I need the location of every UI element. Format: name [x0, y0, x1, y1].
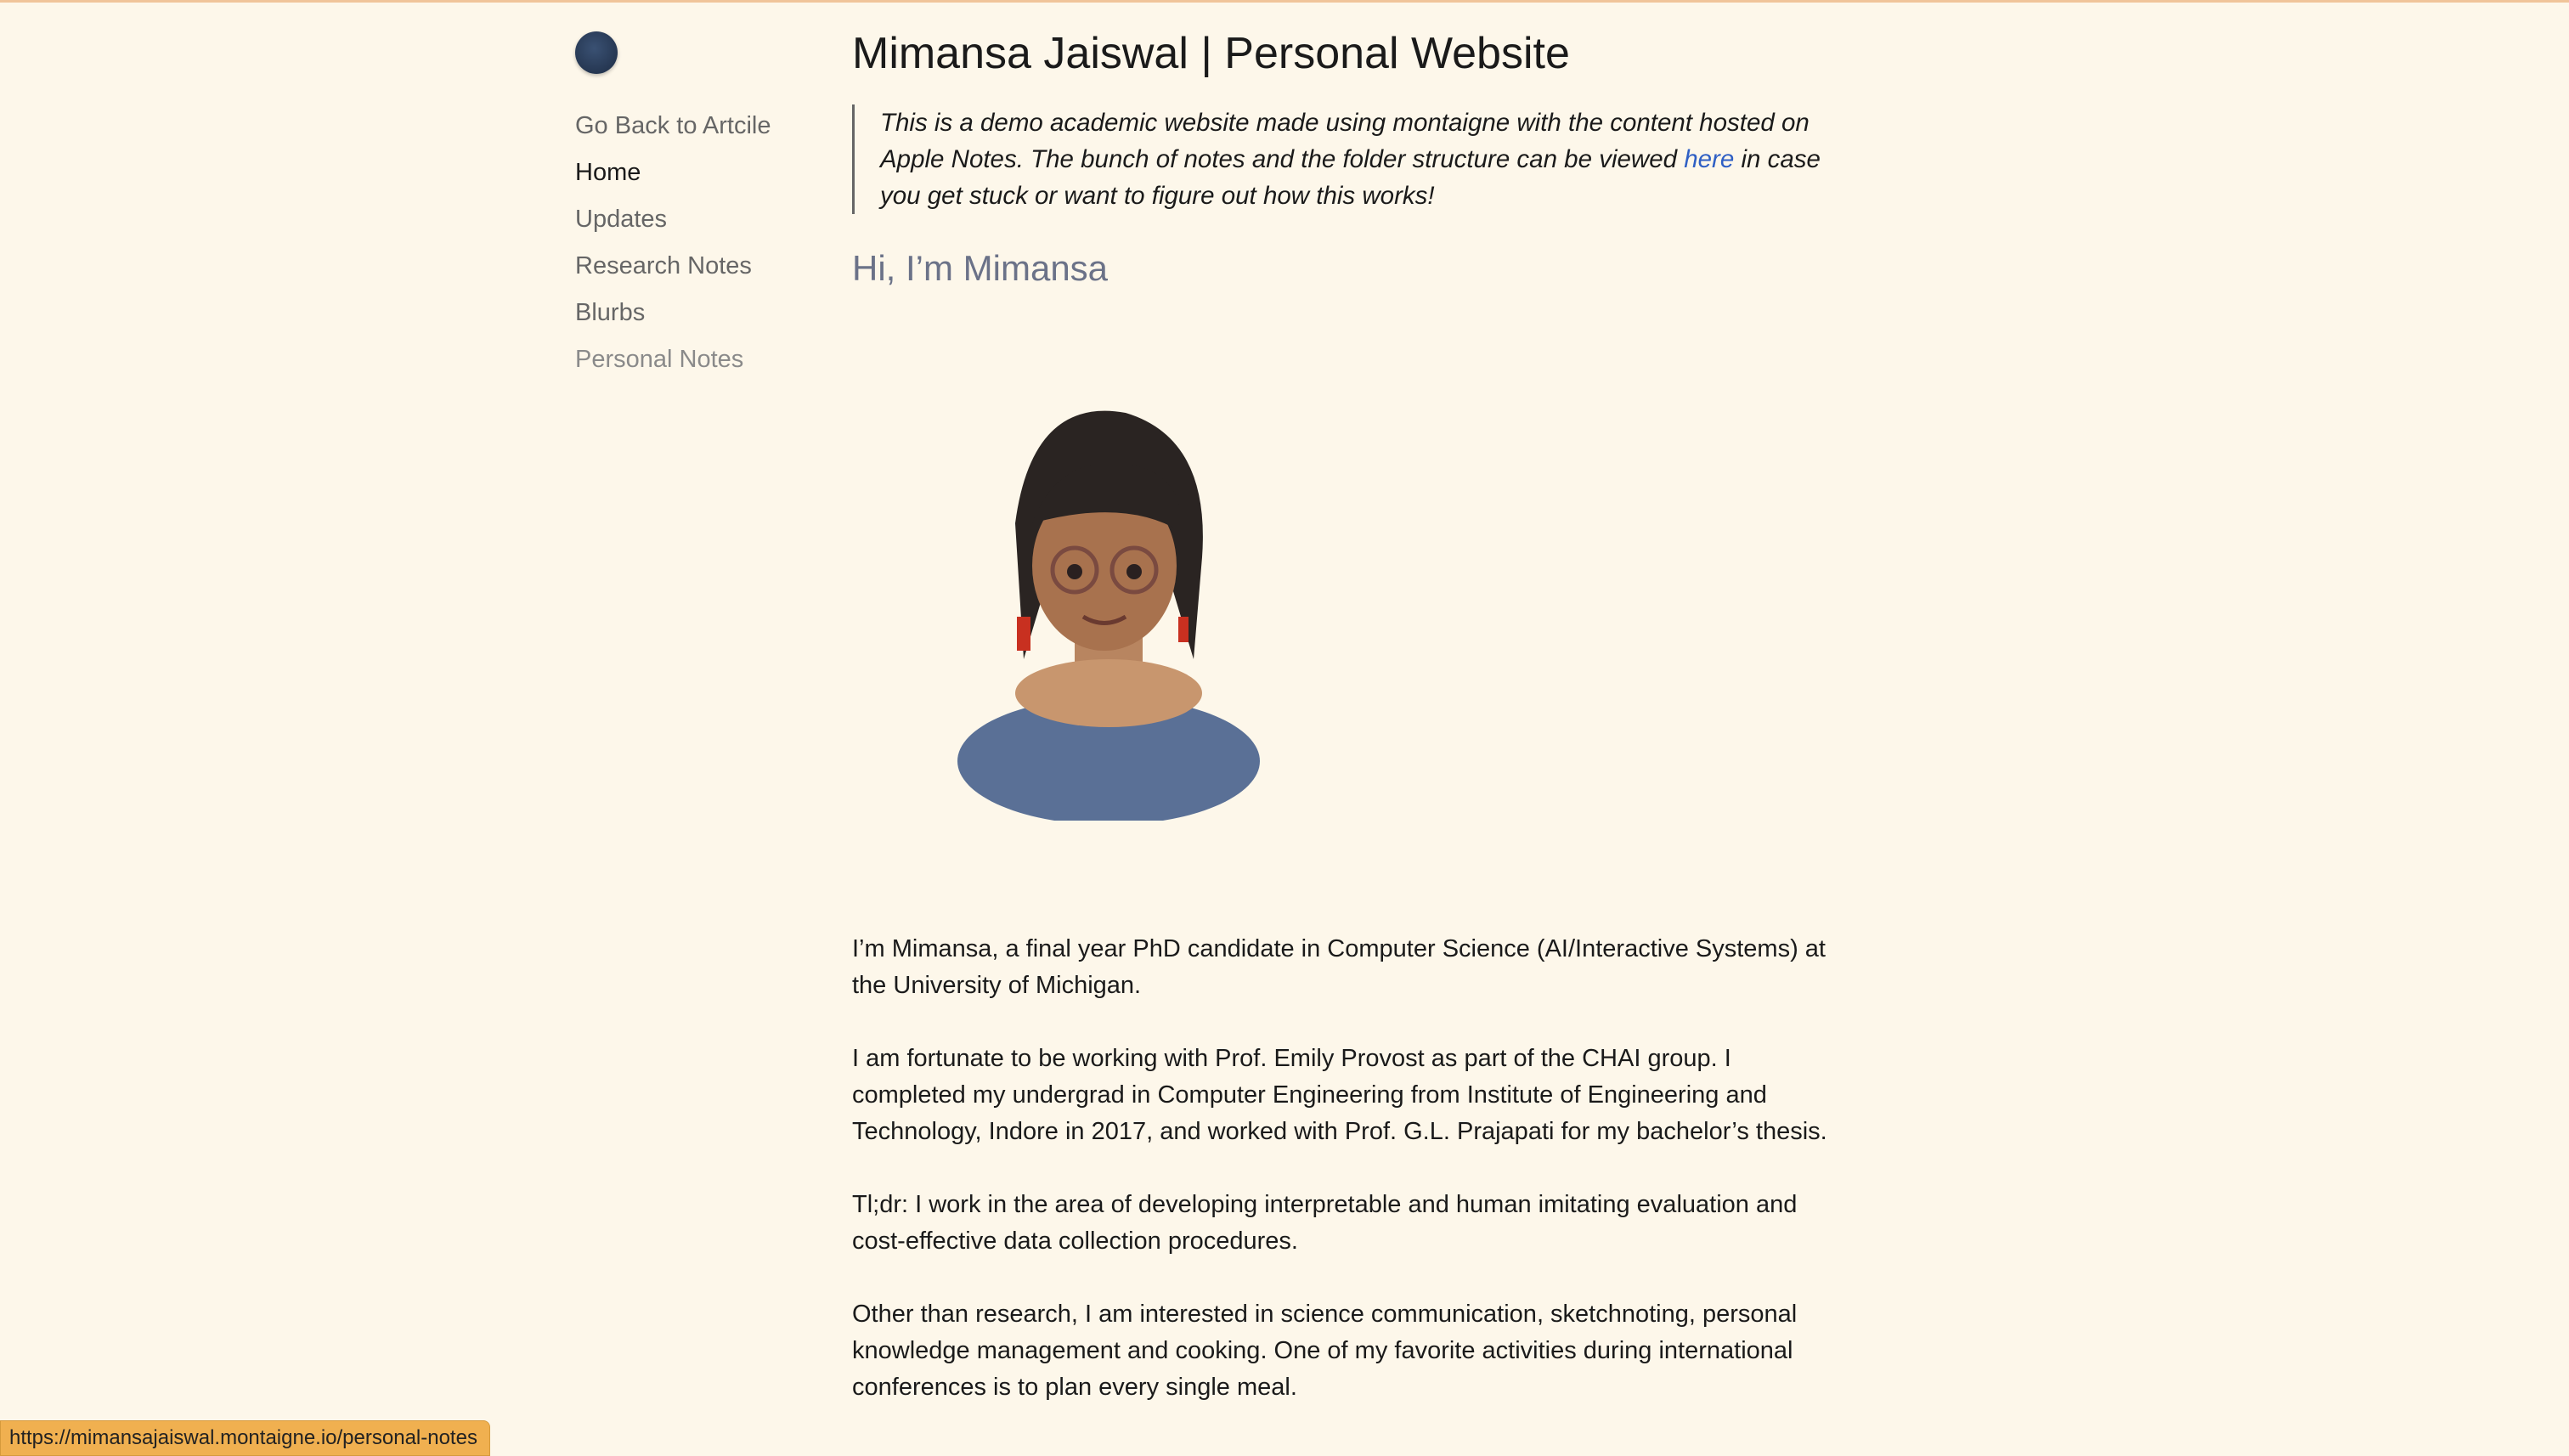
nav-research-notes[interactable]: Research Notes	[575, 252, 752, 279]
bio-paragraph: I’m Mimansa, a final year PhD candidate in Computer Science (AI/Interactive Systems) at the University of Michigan.	[852, 935, 1826, 999]
bio	[852, 931, 1829, 1406]
page-title: Mimansa Jaiswal | Personal Website	[852, 29, 1570, 78]
site-logo[interactable]	[575, 31, 618, 74]
bio-paragraph: Other than research, I am interested in science communication, sketchnoting, personal knowledge management and cooking. One of my favorite activities during international conferences is to plan every single meal.	[852, 1301, 1798, 1401]
sidebar-nav	[575, 103, 771, 383]
intro-text-after: in case you get stuck or want to figure out how this works!	[880, 145, 1821, 210]
greeting-heading: Hi, I’m Mimansa	[852, 248, 1109, 288]
main-content	[852, 23, 1829, 1442]
intro-here-link[interactable]: here	[1684, 145, 1735, 173]
link-status-bar: https://mimansajaiswal.montaigne.io/personal-notes	[0, 1420, 490, 1456]
nav-updates[interactable]: Updates	[575, 206, 668, 233]
intro-text-before: This is a demo academic website made using montaigne with the content hosted on Apple Notes. The bunch of notes and the folder structure can be viewed	[880, 109, 1810, 173]
nav-home[interactable]: Home	[575, 159, 641, 186]
intro-quote	[852, 104, 1829, 214]
nav-personal-notes[interactable]: Personal Notes	[575, 346, 744, 373]
nav-blurbs[interactable]: Blurbs	[575, 299, 646, 326]
bio-paragraph: Tl;dr: I work in the area of developing interpretable and human imitating evaluation and cost-effective data collection procedures.	[852, 1191, 1798, 1255]
avatar-image	[956, 404, 1262, 821]
nav-go-back[interactable]: Go Back to Artcile	[575, 112, 771, 139]
bio-paragraph: I am fortunate to be working with Prof. Emily Provost as part of the CHAI group. I completed my undergrad in Computer Engineering from Institute of Engineering and Technology, Indore in 2017, and worked with Prof. G.L. Prajapati for my bachelor’s thesis.	[852, 1045, 1827, 1145]
